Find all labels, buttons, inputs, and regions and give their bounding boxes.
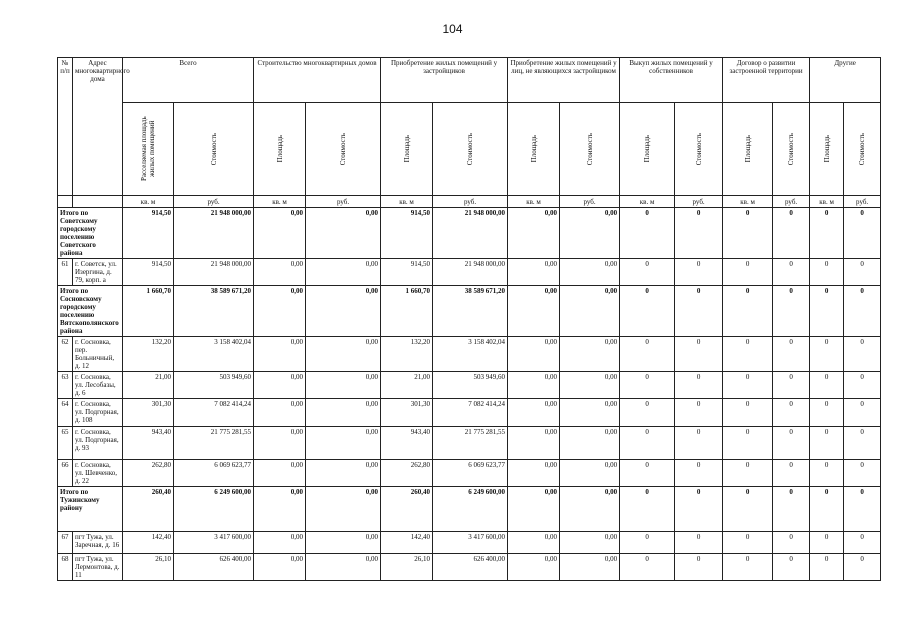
group-total-row (58, 286, 881, 337)
cell-value: 0 (620, 399, 675, 427)
cell-value: 0,00 (508, 259, 560, 286)
cell-value: 0 (723, 554, 773, 581)
cell-value: 260,40 (123, 487, 174, 532)
cell-value: 6 249 600,00 (433, 487, 508, 532)
unit-label: руб. (306, 196, 381, 208)
header-column-label: Стоимость (585, 132, 594, 166)
unit-empty (58, 196, 73, 208)
cell-value: 0 (675, 554, 723, 581)
cell-value: 0 (810, 487, 844, 532)
row-address: г. Советск, ул. Изергина, д. 79, корп. а (73, 259, 123, 286)
header-group: Всего (123, 58, 254, 103)
cell-value: 0,00 (306, 532, 381, 554)
cell-value: 0,00 (560, 460, 620, 487)
header-group: Приобретение жилых помещений у застройщиков (381, 58, 508, 103)
group-label: Итого по Сосновскому городскому поселению Вятскополянского района (58, 286, 123, 337)
table-row (58, 372, 881, 399)
header-row-groups (58, 58, 881, 103)
header-column-label: Площадь (529, 135, 538, 163)
cell-value: 0 (620, 286, 675, 337)
cell-value: 21 775 281,55 (174, 427, 254, 460)
cell-value: 0,00 (508, 532, 560, 554)
cell-value: 0 (773, 487, 810, 532)
cell-value: 132,20 (381, 337, 433, 372)
cell-value: 142,40 (381, 532, 433, 554)
cell-value: 6 069 623,77 (174, 460, 254, 487)
row-number: 64 (58, 399, 73, 427)
cell-value: 0,00 (508, 399, 560, 427)
cell-value: 0 (810, 554, 844, 581)
header-column (723, 103, 773, 196)
header-group: Другие (810, 58, 881, 103)
cell-value: 260,40 (381, 487, 433, 532)
cell-value: 3 158 402,04 (433, 337, 508, 372)
cell-value: 0,00 (306, 460, 381, 487)
cell-value: 6 069 623,77 (433, 460, 508, 487)
cell-value: 0,00 (560, 372, 620, 399)
table-row (58, 554, 881, 581)
header-column (810, 103, 844, 196)
cell-value: 0,00 (508, 554, 560, 581)
cell-value: 0,00 (254, 427, 306, 460)
cell-value: 0 (723, 399, 773, 427)
cell-value: 0,00 (508, 286, 560, 337)
cell-value: 142,40 (123, 532, 174, 554)
row-number: 66 (58, 460, 73, 487)
cell-value: 3 417 600,00 (174, 532, 254, 554)
cell-value: 0 (810, 427, 844, 460)
cell-value: 0,00 (254, 460, 306, 487)
cell-value: 21 948 000,00 (174, 208, 254, 259)
cell-value: 0 (675, 427, 723, 460)
header-column-label: Стоимость (339, 132, 348, 166)
unit-label: руб. (844, 196, 881, 208)
cell-value: 0 (620, 532, 675, 554)
cell-value: 0 (810, 337, 844, 372)
header-column-label: Площадь (643, 135, 652, 163)
cell-value: 1 660,70 (123, 286, 174, 337)
header-column (620, 103, 675, 196)
row-address: пгт Тужа, ул. Заречная, д. 16 (73, 532, 123, 554)
cell-value: 0,00 (254, 399, 306, 427)
cell-value: 21 948 000,00 (433, 208, 508, 259)
cell-value: 0 (675, 372, 723, 399)
header-column-label: Площадь (743, 135, 752, 163)
header-column (675, 103, 723, 196)
cell-value: 0,00 (508, 487, 560, 532)
header-column (560, 103, 620, 196)
cell-value: 26,10 (381, 554, 433, 581)
cell-value: 0 (773, 337, 810, 372)
header-column (174, 103, 254, 196)
cell-value: 262,80 (381, 460, 433, 487)
cell-value: 0,00 (306, 337, 381, 372)
cell-value: 301,30 (123, 399, 174, 427)
cell-value: 0 (844, 337, 881, 372)
cell-value: 0 (844, 487, 881, 532)
row-number: 65 (58, 427, 73, 460)
cell-value: 1 660,70 (381, 286, 433, 337)
header-num: № п/п (58, 58, 73, 196)
cell-value: 0 (620, 554, 675, 581)
cell-value: 0 (620, 337, 675, 372)
unit-label: руб. (174, 196, 254, 208)
unit-label: руб. (560, 196, 620, 208)
header-column (508, 103, 560, 196)
cell-value: 0,00 (560, 259, 620, 286)
row-address: г. Сосновка, ул. Лесобазы, д. 6 (73, 372, 123, 399)
header-column-label: Стоимость (466, 132, 475, 166)
cell-value: 0 (675, 286, 723, 337)
cell-value: 0,00 (254, 208, 306, 259)
cell-value: 0 (810, 372, 844, 399)
cell-value: 132,20 (123, 337, 174, 372)
header-column-label: Стоимость (209, 132, 218, 166)
cell-value: 0 (675, 487, 723, 532)
cell-value: 0,00 (560, 337, 620, 372)
cell-value: 0 (844, 259, 881, 286)
cell-value: 0,00 (306, 286, 381, 337)
cell-value: 0 (675, 208, 723, 259)
cell-value: 0 (844, 427, 881, 460)
unit-label: кв. м (508, 196, 560, 208)
cell-value: 38 589 671,20 (174, 286, 254, 337)
cell-value: 0,00 (306, 259, 381, 286)
cell-value: 0,00 (306, 372, 381, 399)
cell-value: 0,00 (254, 286, 306, 337)
group-label: Итого по Советскому городскому поселению Советского района (58, 208, 123, 259)
cell-value: 6 249 600,00 (174, 487, 254, 532)
cell-value: 21 948 000,00 (174, 259, 254, 286)
cell-value: 0,00 (306, 208, 381, 259)
row-address: г. Сосновка, ул. Подгорная, д. 108 (73, 399, 123, 427)
cell-value: 0 (675, 532, 723, 554)
row-address: г. Сосновка, ул. Подгорная, д. 93 (73, 427, 123, 460)
header-column-label: Расселяемая площадь жилых помещений (140, 116, 156, 182)
cell-value: 0,00 (560, 532, 620, 554)
cell-value: 0 (773, 460, 810, 487)
cell-value: 7 082 414,24 (433, 399, 508, 427)
header-column-label: Стоимость (787, 132, 796, 166)
row-address: г. Сосновка, ул. Шевченко, д. 22 (73, 460, 123, 487)
cell-value: 0 (844, 372, 881, 399)
cell-value: 0,00 (508, 427, 560, 460)
cell-value: 0,00 (560, 554, 620, 581)
cell-value: 0,00 (508, 460, 560, 487)
cell-value: 914,50 (123, 208, 174, 259)
cell-value: 262,80 (123, 460, 174, 487)
header-column (123, 103, 174, 196)
cell-value: 0 (810, 286, 844, 337)
cell-value: 0,00 (254, 554, 306, 581)
cell-value: 0 (675, 337, 723, 372)
table-row (58, 460, 881, 487)
cell-value: 0 (620, 208, 675, 259)
header-group: Приобретение жилых помещений у лиц, не являющихся застройщиком (508, 58, 620, 103)
cell-value: 0 (723, 460, 773, 487)
cell-value: 626 400,00 (174, 554, 254, 581)
unit-label: руб. (675, 196, 723, 208)
header-column (381, 103, 433, 196)
cell-value: 0 (620, 460, 675, 487)
unit-label: кв. м (254, 196, 306, 208)
row-number: 68 (58, 554, 73, 581)
cell-value: 0 (723, 337, 773, 372)
cell-value: 0 (844, 554, 881, 581)
cell-value: 3 417 600,00 (433, 532, 508, 554)
cell-value: 21,00 (123, 372, 174, 399)
cell-value: 0 (723, 427, 773, 460)
cell-value: 0,00 (560, 427, 620, 460)
cell-value: 0 (675, 460, 723, 487)
cell-value: 0,00 (560, 487, 620, 532)
cell-value: 0,00 (306, 554, 381, 581)
cell-value: 0 (844, 208, 881, 259)
table-row (58, 427, 881, 460)
table-row (58, 532, 881, 554)
cell-value: 503 949,60 (174, 372, 254, 399)
resettlement-table (57, 57, 881, 581)
cell-value: 21 948 000,00 (433, 259, 508, 286)
cell-value: 0 (810, 208, 844, 259)
cell-value: 0,00 (560, 399, 620, 427)
cell-value: 914,50 (123, 259, 174, 286)
row-address: г. Сосновка, пер. Больничный, д. 12 (73, 337, 123, 372)
group-label: Итого по Тужинскому району (58, 487, 123, 532)
cell-value: 0 (773, 372, 810, 399)
table-row (58, 259, 881, 286)
cell-value: 0 (620, 259, 675, 286)
row-number: 67 (58, 532, 73, 554)
cell-value: 914,50 (381, 259, 433, 286)
unit-label: руб. (773, 196, 810, 208)
cell-value: 0,00 (508, 208, 560, 259)
header-column (306, 103, 381, 196)
cell-value: 21,00 (381, 372, 433, 399)
cell-value: 0 (844, 460, 881, 487)
cell-value: 0 (773, 286, 810, 337)
cell-value: 0 (773, 259, 810, 286)
header-column (844, 103, 881, 196)
cell-value: 38 589 671,20 (433, 286, 508, 337)
cell-value: 0,00 (254, 532, 306, 554)
cell-value: 0,00 (254, 487, 306, 532)
unit-empty (73, 196, 123, 208)
cell-value: 0 (723, 259, 773, 286)
cell-value: 0 (844, 286, 881, 337)
cell-value: 3 158 402,04 (174, 337, 254, 372)
cell-value: 0 (773, 399, 810, 427)
cell-value: 503 949,60 (433, 372, 508, 399)
page-number: 104 (442, 22, 463, 36)
cell-value: 0 (675, 399, 723, 427)
cell-value: 0 (773, 532, 810, 554)
row-number: 63 (58, 372, 73, 399)
cell-value: 0,00 (508, 372, 560, 399)
header-group: Строительство многоквартирных домов (254, 58, 381, 103)
cell-value: 0,00 (560, 286, 620, 337)
unit-label: кв. м (620, 196, 675, 208)
header-column-label: Площадь (402, 135, 411, 163)
cell-value: 0,00 (306, 487, 381, 532)
unit-label: кв. м (381, 196, 433, 208)
cell-value: 0 (620, 427, 675, 460)
cell-value: 0 (723, 208, 773, 259)
row-number: 61 (58, 259, 73, 286)
cell-value: 0 (773, 208, 810, 259)
row-number: 62 (58, 337, 73, 372)
cell-value: 0,00 (254, 259, 306, 286)
header-address: Адрес многоквартирного дома (73, 58, 123, 196)
cell-value: 943,40 (123, 427, 174, 460)
cell-value: 0 (723, 532, 773, 554)
cell-value: 0 (810, 259, 844, 286)
cell-value: 0,00 (306, 399, 381, 427)
cell-value: 0,00 (306, 427, 381, 460)
cell-value: 0,00 (254, 372, 306, 399)
row-address: пгт Тужа, ул. Лермонтова, д. 11 (73, 554, 123, 581)
header-column-label: Площадь (822, 135, 831, 163)
cell-value: 0 (773, 554, 810, 581)
header-group: Договор о развитии застроенной территории (723, 58, 810, 103)
cell-value: 914,50 (381, 208, 433, 259)
cell-value: 0 (844, 399, 881, 427)
cell-value: 0,00 (254, 337, 306, 372)
cell-value: 0 (723, 286, 773, 337)
cell-value: 7 082 414,24 (174, 399, 254, 427)
header-column (773, 103, 810, 196)
cell-value: 21 775 281,55 (433, 427, 508, 460)
cell-value: 0 (620, 487, 675, 532)
cell-value: 0 (675, 259, 723, 286)
cell-value: 0 (810, 532, 844, 554)
unit-label: руб. (433, 196, 508, 208)
header-column (254, 103, 306, 196)
cell-value: 0 (810, 399, 844, 427)
header-column-label: Площадь (275, 135, 284, 163)
cell-value: 0 (773, 427, 810, 460)
cell-value: 26,10 (123, 554, 174, 581)
table-row (58, 337, 881, 372)
unit-label: кв. м (810, 196, 844, 208)
cell-value: 943,40 (381, 427, 433, 460)
cell-value: 0,00 (560, 208, 620, 259)
table-row (58, 399, 881, 427)
cell-value: 301,30 (381, 399, 433, 427)
group-total-row (58, 208, 881, 259)
cell-value: 626 400,00 (433, 554, 508, 581)
header-group: Выкуп жилых помещений у собственников (620, 58, 723, 103)
header-column-label: Стоимость (858, 132, 867, 166)
cell-value: 0 (723, 372, 773, 399)
unit-label: кв. м (723, 196, 773, 208)
header-column (433, 103, 508, 196)
cell-value: 0 (810, 460, 844, 487)
header-column-label: Стоимость (694, 132, 703, 166)
cell-value: 0 (723, 487, 773, 532)
header-row-columns (58, 103, 881, 196)
unit-label: кв. м (123, 196, 174, 208)
cell-value: 0 (620, 372, 675, 399)
group-total-row (58, 487, 881, 532)
cell-value: 0,00 (508, 337, 560, 372)
cell-value: 0 (844, 532, 881, 554)
header-row-units (58, 196, 881, 208)
